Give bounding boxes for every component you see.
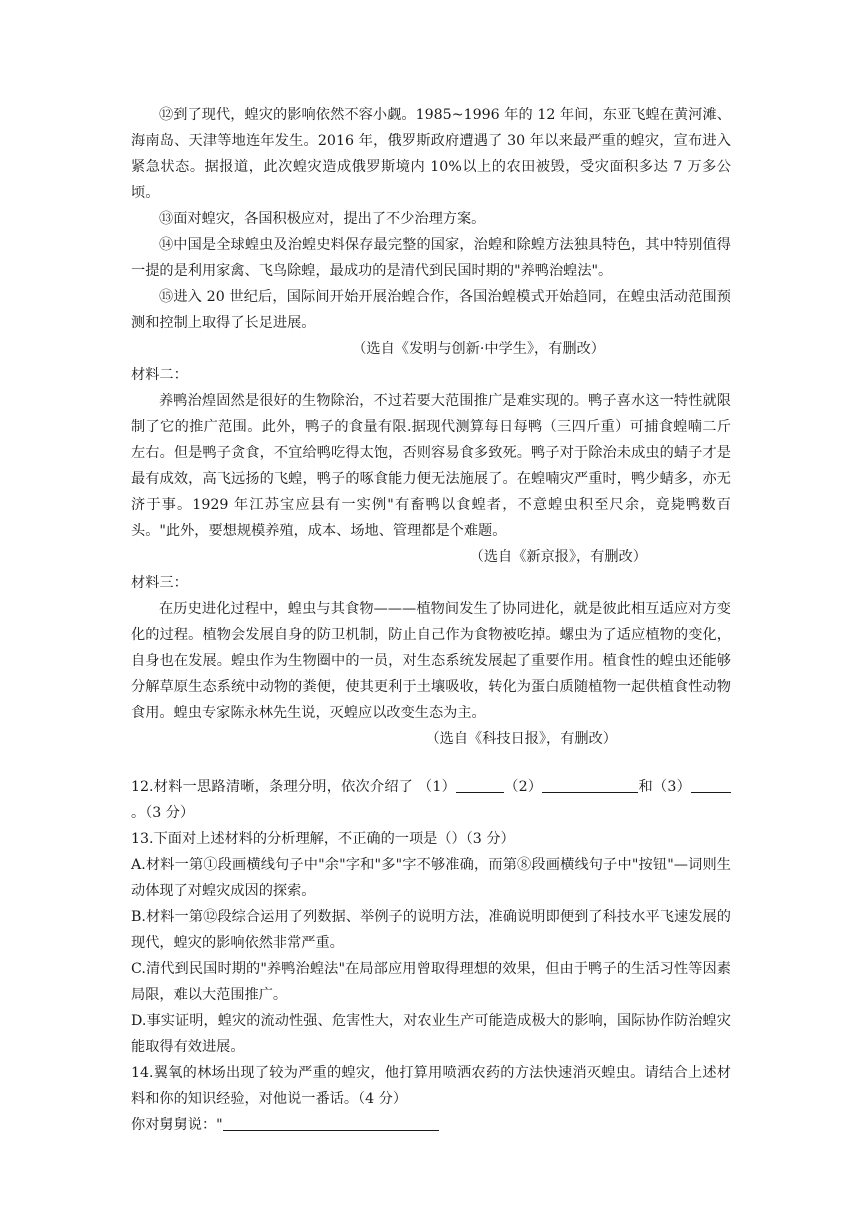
question-14-answer-prefix: 你对舅舅说：" [131, 1117, 223, 1133]
question-13-option-b: B.材料一第⑫段综合运用了列数据、举例子的说明方法，准确说明即便到了科技水平飞速发展的现代，蝗灾的影响依然非常严重。 [131, 909, 731, 951]
answer-blank-4[interactable] [223, 1112, 439, 1131]
question-12 [131, 774, 731, 826]
material1-paragraph-13: ⑬面对蝗灾，各国积极应对，提出了不少治理方案。 [159, 211, 486, 227]
answer-blank-3[interactable] [691, 774, 731, 793]
material1-source: （选自《发明与创新·中学生》，有删改） [352, 341, 605, 357]
document-page [131, 102, 731, 1138]
material2-source: （选自《新京报》，有删改） [469, 549, 647, 565]
question-13-option-c: C.清代到民国时期的"养鸭治蝗法"在局部应用曾取得理想的效果，但由于鸭子的生活习性等因素局限，难以大范围推广。 [131, 961, 731, 1003]
answer-blank-1[interactable] [456, 774, 504, 793]
material1-paragraph-14: ⑭中国是全球蝗虫及治蝗史料保存最完整的国家，治蝗和除蝗方法独具特色，其中特别值得一提的是利用家禽、飞鸟除蝗，最成功的是清代到民国时期的"养鸭治蝗法"。 [131, 237, 731, 279]
question-12-text-b: （2） [503, 779, 543, 795]
answer-blank-2[interactable] [542, 774, 638, 793]
section-gap [131, 752, 731, 774]
question-13-option-d: D.事实证明，蝗灾的流动性强、危害性大，对农业生产可能造成极大的影响，国际协作防治蝗灾能取得有效进展。 [131, 1013, 731, 1055]
material1-paragraph-15: ⑮进入 20 世纪后，国际间开始开展治蝗合作，各国治蝗模式开始趋同，在蝗虫活动范围预测和控制上取得了长足进展。 [131, 289, 731, 331]
material3-source: （选自《科技日报》，有删改） [425, 731, 617, 747]
question-13-option-a: A.材料一第①段画横线句子中"余"字和"多"字不够准确，而第⑧段画横线句子中"按钮"—词则生动体现了对蝗灾成因的探索。 [131, 857, 731, 899]
question-14-answer-line [131, 1112, 731, 1138]
question-14-stem: 14.翼氧的林场出现了较为严重的蝗灾，他打算用喷洒农药的方法快速消灭蝗虫。请结合上述材料和你的知识经验，对他说一番话。（4 分） [131, 1065, 731, 1107]
material3-paragraph: 在历史进化过程中，蝗虫与其食物———植物间发生了协同进化，就是彼此相互适应对方变化的过程。植物会发展自身的防卫机制，防止自己作为食物被吃掉。螺虫为了适应植物的变化，自身也在发展。蝗虫作为生物圈中的一员，对生态系统发展起了重要作用。植食性的蝗虫还能够分解草原生态系统中动物的粪便，使其更利于土壤吸收，转化为蛋白质随植物一起供植食性动物食用。蝗虫专家陈永林先生说，灭蝗应以改变生态为主。 [131, 601, 731, 721]
material3-label: 材料三： [131, 575, 188, 591]
material2-paragraph: 养鸭治煌固然是很好的生物除治，不过若要大范围推广是难实现的。鸭子喜水这一特性就限制了它的推广范围。此外，鸭子的食量有限.据现代测算每日每鸭（三四斤重）可捕食蝗喃二斤左右。但是鸭子贪食，不宜给鸭吃得太饱，否则容易食多致死。鸭子对于除治未成虫的蜻子才是最有成效，高飞远扬的飞蝗，鸭子的啄食能力便无法施展了。在蝗喃灾严重时，鸭少蜻多，亦无济于事。1929 年江苏宝应县有一实例"有畜鸭以食蝗者，不意蝗虫积至尺余，竟毙鸭数百头。"此外，要想规模养殖，成本、场地、管理都是个难题。 [131, 393, 731, 539]
question-13-stem: 13.下面对上述材料的分析理解，不正确的一项是（）（3 分） [131, 831, 515, 847]
question-12-text-a: 12.材料一思路清晰，条理分明，依次介绍了 （1） [131, 779, 456, 795]
question-12-text-c: 和（3） [638, 779, 691, 795]
material2-label: 材料二： [131, 367, 188, 383]
question-12-text-d: 。（3 分） [131, 805, 195, 821]
material1-paragraph-12: ⑫到了现代，蝗灾的影响依然不容小觑。1985~1996 年的 12 年间，东亚飞蝗在黄河滩、海南岛、天津等地连年发生。2016 年，俄罗斯政府遭遇了 30 年以来最严重的蝗灾，宣布进入紧急状态。据报道，此次蝗灾造成俄罗斯境内 10%以上的农田被毁，受灾面积多达 7 万多公顷。 [131, 107, 731, 201]
